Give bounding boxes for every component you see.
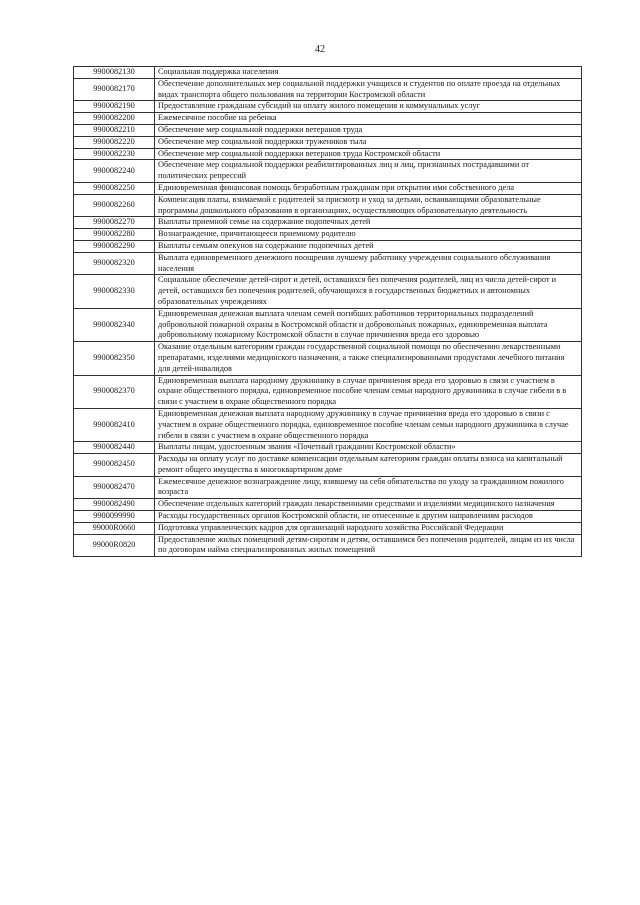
row-description: Предоставление жилых помещений детям-сиротам и детям, оставшимся без попечения родителей, лицам из их числа по договорам найма специализированных жилых помещений bbox=[155, 534, 582, 557]
table-row bbox=[74, 78, 582, 101]
row-code: 9900082330 bbox=[74, 275, 155, 308]
table-row bbox=[74, 454, 582, 477]
row-code: 9900082290 bbox=[74, 240, 155, 252]
table-row bbox=[74, 522, 582, 534]
row-code: 9900082440 bbox=[74, 442, 155, 454]
row-code: 9900082210 bbox=[74, 124, 155, 136]
row-code: 99000R0820 bbox=[74, 534, 155, 557]
row-description: Единовременная выплата народному дружиннику в случае причинения вреда его здоровью в связи с участием в охране общественного порядка, единовременное пособие членам семьи народного дружинника в случае гибели в в связи с участием в охране общественного порядка bbox=[155, 375, 582, 408]
budget-codes-table bbox=[73, 66, 582, 557]
row-code: 9900082230 bbox=[74, 148, 155, 160]
row-code: 9900082320 bbox=[74, 252, 155, 275]
row-description: Выплаты приемной семье на содержание подопечных детей bbox=[155, 217, 582, 229]
row-description: Обеспечение мер социальной поддержки тружеников тыла bbox=[155, 136, 582, 148]
table-row bbox=[74, 240, 582, 252]
row-code: 9900082170 bbox=[74, 78, 155, 101]
table-row bbox=[74, 160, 582, 183]
table-row bbox=[74, 148, 582, 160]
table-row bbox=[74, 124, 582, 136]
table-row bbox=[74, 136, 582, 148]
row-description: Обеспечение дополнительных мер социальной поддержки учащихся и студентов по оплате проезда на отдельных видах транспорта общего пользования на территории Костромской области bbox=[155, 78, 582, 101]
row-code: 9900082280 bbox=[74, 229, 155, 241]
row-code: 9900082340 bbox=[74, 308, 155, 341]
row-description: Ежемесячное денежное вознаграждение лицу, взявшему на себя обязательства по уходу за гражданином пожилого возраста bbox=[155, 476, 582, 499]
row-description: Выплата единовременного денежного поощрения лучшему работнику учреждения социального обслуживания населения bbox=[155, 252, 582, 275]
row-description: Выплаты лицам, удостоенным звания «Почетный гражданин Костромской области» bbox=[155, 442, 582, 454]
row-description: Расходы государственных органов Костромской области, не отнесенные к другим направлениям расходов bbox=[155, 511, 582, 523]
row-code: 9900082220 bbox=[74, 136, 155, 148]
table-row bbox=[74, 182, 582, 194]
table-row bbox=[74, 113, 582, 125]
row-description: Подготовка управленческих кадров для организаций народного хозяйства Российской Федерации bbox=[155, 522, 582, 534]
table-row bbox=[74, 101, 582, 113]
row-description: Обеспечение отдельных категорий граждан лекарственными средствами и изделиями медицинского назначения bbox=[155, 499, 582, 511]
table-row bbox=[74, 442, 582, 454]
row-description: Оказание отдельным категориям граждан государственной социальной помощи по обеспечению лекарственными препаратами, изделиями медицинского назначения, а также специализированными продуктами лечебного питания для детей-инвалидов bbox=[155, 342, 582, 375]
row-code: 9900082240 bbox=[74, 160, 155, 183]
row-description: Выплаты семьям опекунов на содержание подопечных детей bbox=[155, 240, 582, 252]
row-code: 9900082470 bbox=[74, 476, 155, 499]
row-code: 9900082200 bbox=[74, 113, 155, 125]
table-body bbox=[74, 67, 582, 557]
table-row bbox=[74, 476, 582, 499]
row-description: Компенсация платы, взимаемой с родителей за присмотр и уход за детьми, осваивающими образовательные программы дошкольного образования в организациях, осуществляющих образовательную деятельность bbox=[155, 194, 582, 217]
row-description: Обеспечение мер социальной поддержки ветеранов труда bbox=[155, 124, 582, 136]
page-number: 42 bbox=[315, 44, 325, 55]
table-row bbox=[74, 252, 582, 275]
row-description: Социальное обеспечение детей-сирот и детей, оставшихся без попечения родителей, лиц из числа детей-сирот и детей, оставшихся без попечения родителей, обучающихся в государственных бюджетных и автономных образовательных учреждениях bbox=[155, 275, 582, 308]
row-description: Ежемесячное пособие на ребенка bbox=[155, 113, 582, 125]
row-code: 9900082190 bbox=[74, 101, 155, 113]
row-description: Расходы на оплату услуг по доставке компенсации отдельным категориям граждан оплаты взноса на капитальный ремонт общего имущества в многоквартирном доме bbox=[155, 454, 582, 477]
row-code: 9900082350 bbox=[74, 342, 155, 375]
table-row bbox=[74, 217, 582, 229]
table-row bbox=[74, 308, 582, 341]
row-code: 9900082260 bbox=[74, 194, 155, 217]
row-description: Вознаграждение, причитающееся приемному родителю bbox=[155, 229, 582, 241]
table-row bbox=[74, 67, 582, 79]
row-description: Социальная поддержка населения bbox=[155, 67, 582, 79]
row-code: 9900082490 bbox=[74, 499, 155, 511]
row-description: Единовременная денежная выплата членам семей погибших работников территориальных подразделений добровольной пожарной охраны в Костромской области и добровольных пожарных, единовременная выплата добровольному пожарному Костромской области в случае причинения вреда его здоровью bbox=[155, 308, 582, 341]
row-code: 9900082410 bbox=[74, 408, 155, 441]
table-row bbox=[74, 229, 582, 241]
row-description: Единовременная финансовая помощь безработным гражданам при открытии ими собственного дела bbox=[155, 182, 582, 194]
row-code: 9900082370 bbox=[74, 375, 155, 408]
row-code: 9900082250 bbox=[74, 182, 155, 194]
row-code: 99000R0660 bbox=[74, 522, 155, 534]
row-code: 9900082130 bbox=[74, 67, 155, 79]
table-row bbox=[74, 275, 582, 308]
row-code: 9900099990 bbox=[74, 511, 155, 523]
row-code: 9900082450 bbox=[74, 454, 155, 477]
table-row bbox=[74, 534, 582, 557]
row-code: 9900082270 bbox=[74, 217, 155, 229]
table-row bbox=[74, 194, 582, 217]
row-description: Предоставление гражданам субсидий на оплату жилого помещения и коммунальных услуг bbox=[155, 101, 582, 113]
table-row bbox=[74, 499, 582, 511]
row-description: Единовременная денежная выплата народному дружиннику в случае причинения вреда его здоровью в связи с участием в охране общественного порядка, единовременное пособие членам семьи народного дружинника в случае гибели в связи с участием в охране общественного порядка bbox=[155, 408, 582, 441]
table-row bbox=[74, 375, 582, 408]
table-row bbox=[74, 511, 582, 523]
table-row bbox=[74, 408, 582, 441]
table-row bbox=[74, 342, 582, 375]
row-description: Обеспечение мер социальной поддержки ветеранов труда Костромской области bbox=[155, 148, 582, 160]
row-description: Обеспечение мер социальной поддержки реабилитированных лиц и лиц, признанных пострадавшими от политических репрессий bbox=[155, 160, 582, 183]
